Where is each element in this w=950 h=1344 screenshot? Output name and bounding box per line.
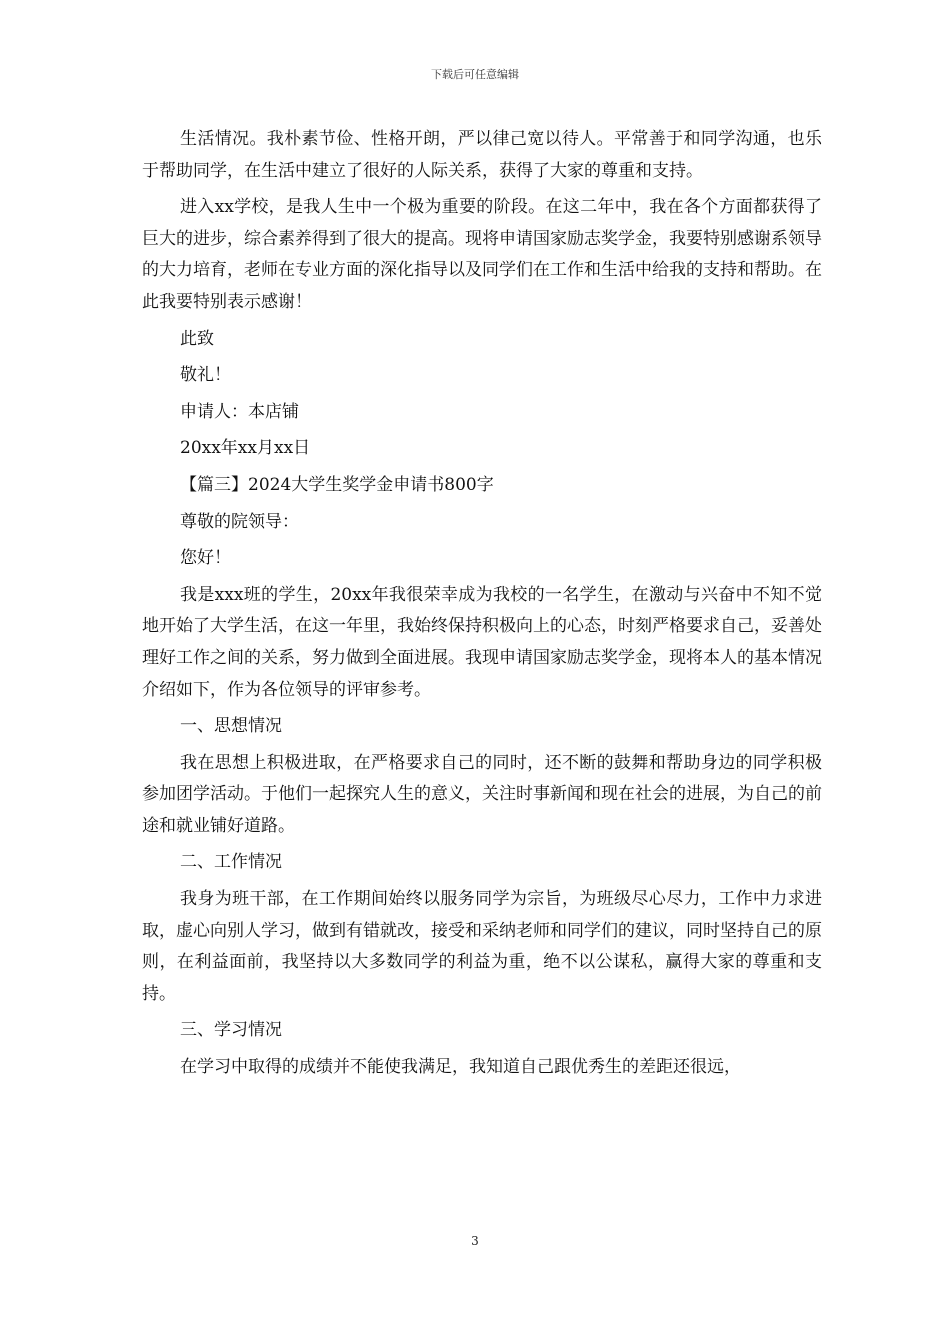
paragraph-school-progress: 进入xx学校，是我人生中一个极为重要的阶段。在这二年中，我在各个方面都获得了巨大的进步，综合素养得到了很大的提高。现将申请国家励志奖学金，我要特别感谢系领导的大力培育，老师在专业方面的深化指导以及同学们在工作和生活中给我的支持和帮助。在此我要特别表示感谢！ (142, 197, 822, 312)
page-header: 下载后可任意编辑 (431, 68, 519, 81)
greeting-addressee: 尊敬的院领导： (180, 511, 299, 532)
document-body (142, 124, 822, 1089)
greeting-hello: 您好！ (180, 548, 231, 569)
closing-salutation: 此致 (180, 328, 214, 349)
paragraph-introduction: 我是xxx班的学生，20xx年我很荣幸成为我校的一名学生，在激动与兴奋中不知不觉地开始了大学生活，在这一年里，我始终保持积极向上的心态，时刻严格要求自己，妥善处理好工作之间的关系，努力做到全面进展。我现申请国家励志奖学金，现将本人的基本情况介绍如下，作为各位领导的评审参考。 (142, 584, 822, 700)
date-line: 20xx年xx月xx日 (180, 438, 311, 459)
applicant-line: 申请人：本店铺 (180, 401, 299, 422)
heading-work: 二、工作情况 (180, 852, 282, 873)
page-number: 3 (471, 1234, 479, 1248)
paragraph-thought: 我在思想上积极进取，在严格要求自己的同时，还不断的鼓舞和帮助身边的同学积极参加团学活动。于他们一起探究人生的意义，关注时事新闻和现在社会的进展，为自己的前途和就业铺好道路。 (142, 752, 822, 836)
closing-respect: 敬礼！ (180, 365, 231, 386)
section-title-part-three: 【篇三】2024大学生奖学金申请书800字 (180, 474, 494, 495)
heading-thought: 一、思想情况 (180, 716, 282, 737)
paragraph-work: 我身为班干部，在工作期间始终以服务同学为宗旨，为班级尽心尽力，工作中力求进取，虚心向别人学习，做到有错就改，接受和采纳老师和同学们的建议，同时坚持自己的原则，在利益面前，我坚持以大多数同学的利益为重，绝不以公谋私，赢得大家的尊重和支持。 (142, 889, 822, 1004)
paragraph-study: 在学习中取得的成绩并不能使我满足，我知道自己跟优秀生的差距还很远， (180, 1057, 741, 1078)
paragraph-living-conditions: 生活情况。我朴素节俭、性格开朗，严以律己宽以待人。平常善于和同学沟通，也乐于帮助同学，在生活中建立了很好的人际关系，获得了大家的尊重和支持。 (142, 129, 822, 181)
heading-study: 三、学习情况 (180, 1020, 282, 1041)
